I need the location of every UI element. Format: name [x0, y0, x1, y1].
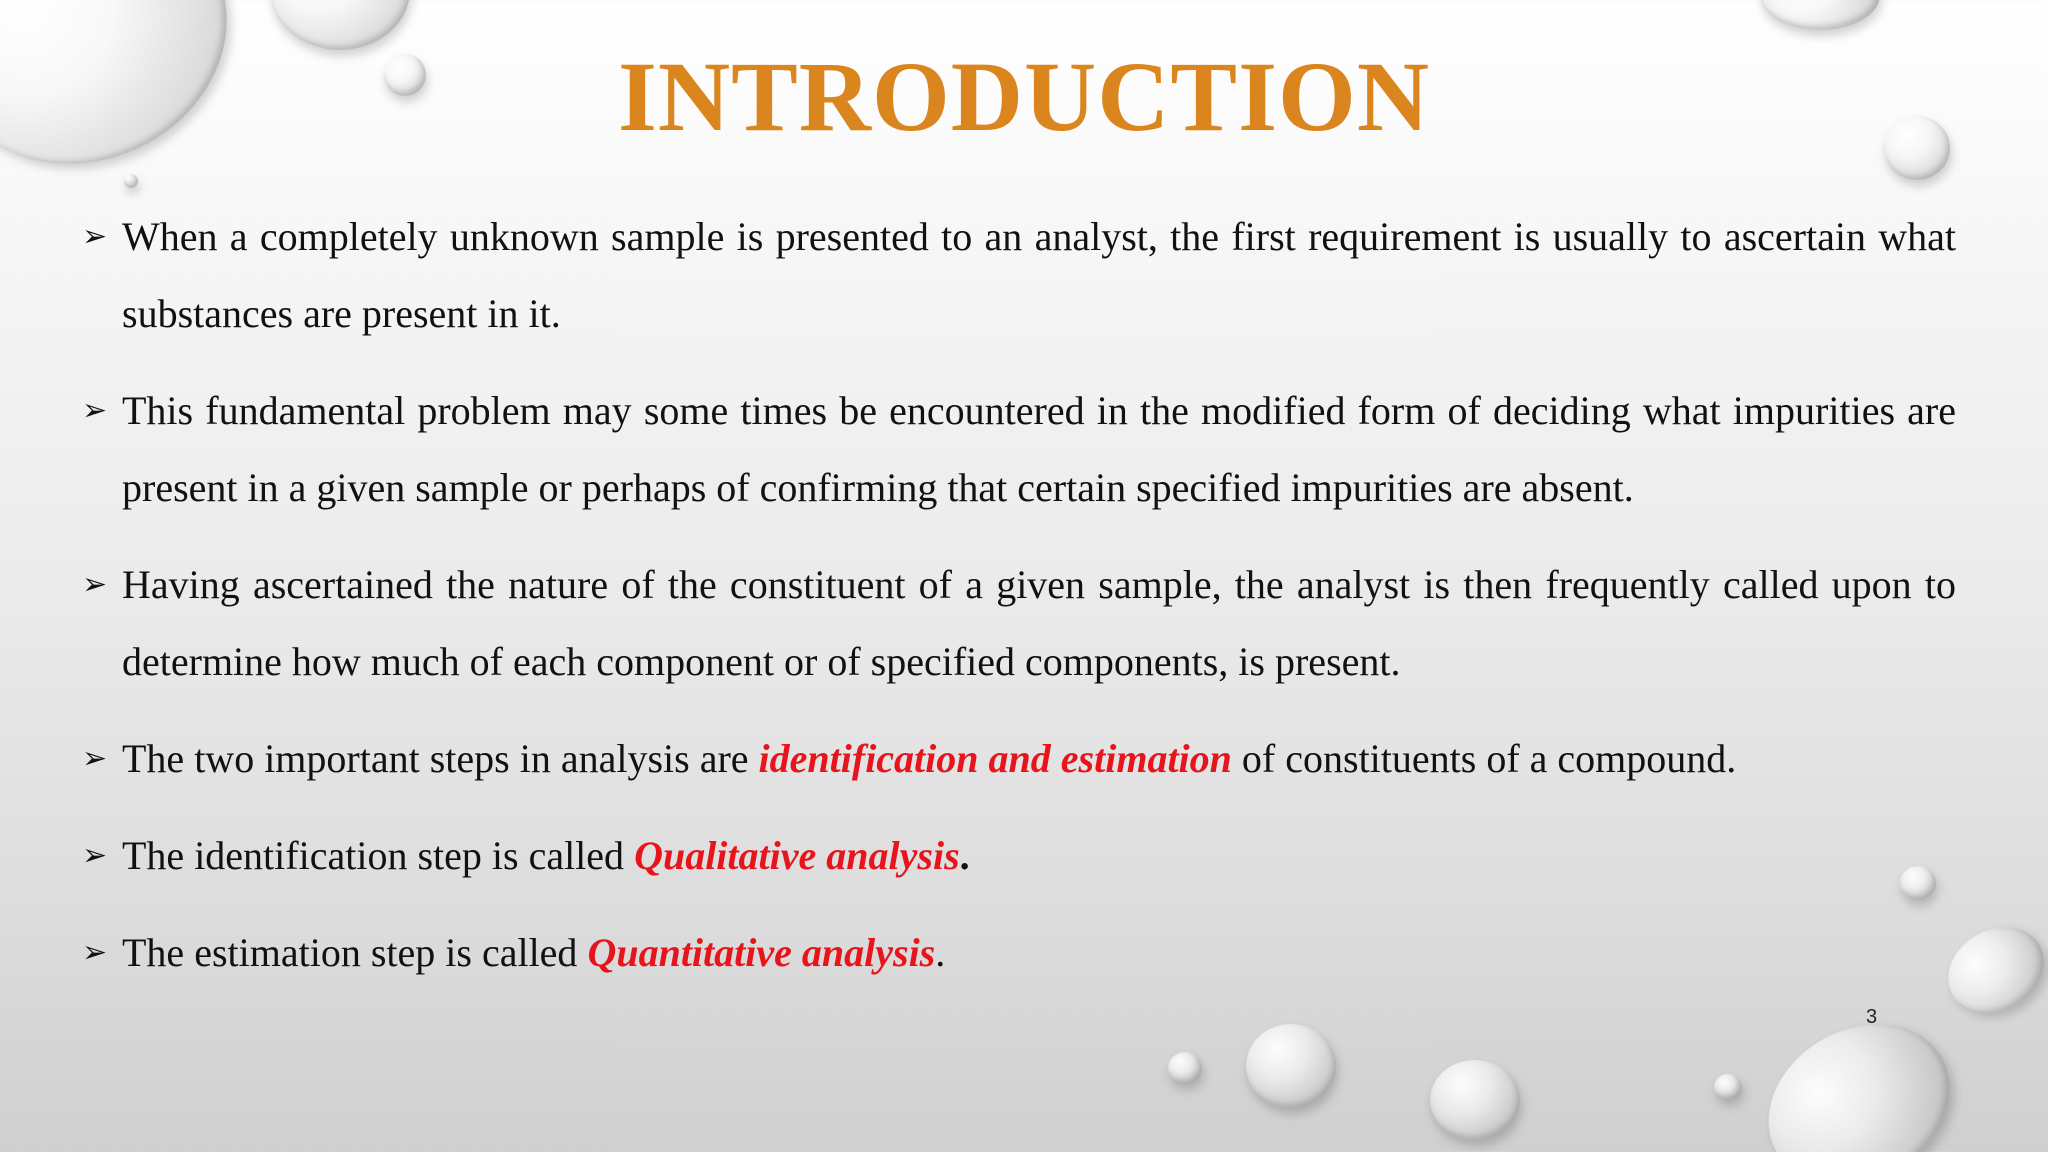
- water-drop-decoration: [1739, 993, 1979, 1152]
- bullet-item: [82, 546, 1956, 700]
- bullet-item: [82, 198, 1956, 352]
- bullet-text: This fundamental problem may some times be encountered in the modified form of deciding what impurities are present in a given sample or perhaps of confirming that certain specified impurities are absent.: [122, 388, 1956, 510]
- emphasis-text: Qualitative analysis: [634, 833, 960, 878]
- water-drop-decoration: [1168, 1052, 1202, 1084]
- bullet-item: [82, 372, 1956, 526]
- bullet-text-end: .: [959, 833, 970, 878]
- water-drop-decoration: [1714, 1074, 1742, 1100]
- bullet-item: [82, 720, 1956, 797]
- arrow-bullet-icon: ➢: [82, 567, 108, 602]
- bullet-text: The identification step is called: [122, 833, 635, 878]
- slide-title: INTRODUCTION: [617, 41, 1431, 152]
- bullet-list: [82, 198, 1956, 1011]
- bullet-text: When a completely unknown sample is presented to an analyst, the first requirement is usually to ascertain what substances are present in it.: [122, 214, 1956, 336]
- bullet-text-end: .: [935, 930, 946, 975]
- water-drop-decoration: [124, 174, 138, 188]
- bullet-text: The two important steps in analysis are: [122, 736, 759, 781]
- page-number: 3: [1866, 1006, 1878, 1028]
- arrow-bullet-icon: ➢: [82, 393, 108, 428]
- emphasis-text: Quantitative analysis: [587, 930, 936, 975]
- bullet-item: [82, 817, 1956, 894]
- emphasis-text: identification and estimation: [758, 736, 1232, 781]
- bullet-item: [82, 914, 1956, 991]
- bullet-text: The estimation step is called: [122, 930, 588, 975]
- bullet-text: Having ascertained the nature of the constituent of a given sample, the analyst is then frequently called upon to determine how much of each component or of specified components, is present.: [122, 562, 1956, 684]
- arrow-bullet-icon: ➢: [82, 741, 108, 776]
- arrow-bullet-icon: ➢: [82, 838, 108, 873]
- bullet-text-end: of constituents of a compound.: [1231, 736, 1737, 781]
- water-drop-decoration: [1760, 0, 1880, 30]
- water-drop-decoration: [1246, 1024, 1336, 1108]
- water-drop-decoration: [1430, 1060, 1520, 1140]
- arrow-bullet-icon: ➢: [82, 219, 108, 254]
- arrow-bullet-icon: ➢: [82, 935, 108, 970]
